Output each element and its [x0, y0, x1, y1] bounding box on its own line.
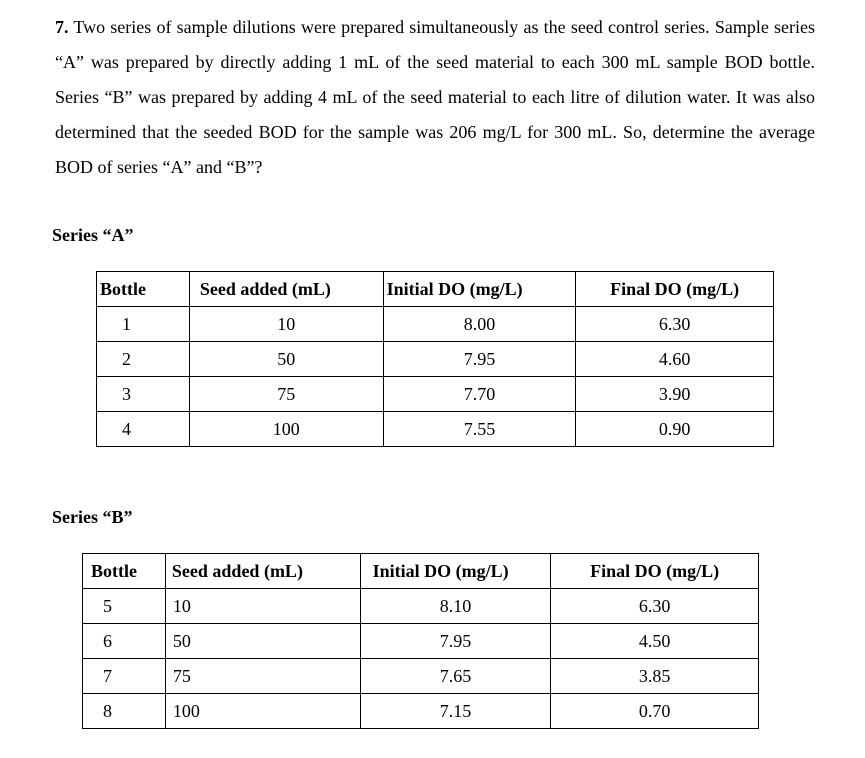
header-seed-added: Seed added (mL): [189, 272, 383, 307]
header-initial-do: Initial DO (mg/L): [383, 272, 576, 307]
table-row: [97, 307, 774, 342]
cell-initial-do: 7.65: [360, 659, 551, 694]
cell-seed-added: 100: [189, 412, 383, 447]
cell-seed-added: 10: [189, 307, 383, 342]
header-final-do: Final DO (mg/L): [551, 554, 759, 589]
table-header-row: [97, 272, 774, 307]
cell-final-do: 0.90: [576, 412, 774, 447]
cell-initial-do: 7.95: [360, 624, 551, 659]
table-row: [97, 412, 774, 447]
cell-bottle: 2: [97, 342, 190, 377]
cell-bottle: 1: [97, 307, 190, 342]
table-row: [97, 377, 774, 412]
cell-final-do: 0.70: [551, 694, 759, 729]
cell-seed-added: 50: [189, 342, 383, 377]
cell-final-do: 6.30: [551, 589, 759, 624]
question-number: 7.: [55, 17, 69, 37]
series-a-table: [96, 271, 774, 447]
cell-initial-do: 8.00: [383, 307, 576, 342]
cell-initial-do: 7.55: [383, 412, 576, 447]
question-paragraph: [55, 10, 815, 185]
table-row: [97, 342, 774, 377]
cell-initial-do: 7.70: [383, 377, 576, 412]
cell-seed-added: 10: [165, 589, 360, 624]
table-row: [83, 659, 759, 694]
table-header-row: [83, 554, 759, 589]
cell-final-do: 4.50: [551, 624, 759, 659]
cell-bottle: 6: [83, 624, 166, 659]
header-initial-do: Initial DO (mg/L): [360, 554, 551, 589]
cell-bottle: 4: [97, 412, 190, 447]
series-b-title: Series “B”: [52, 507, 133, 527]
cell-final-do: 3.90: [576, 377, 774, 412]
cell-bottle: 8: [83, 694, 166, 729]
cell-seed-added: 75: [189, 377, 383, 412]
cell-seed-added: 100: [165, 694, 360, 729]
cell-final-do: 4.60: [576, 342, 774, 377]
table-row: [83, 589, 759, 624]
series-b-table: [82, 553, 759, 729]
cell-seed-added: 75: [165, 659, 360, 694]
table-row: [83, 624, 759, 659]
cell-bottle: 3: [97, 377, 190, 412]
cell-bottle: 5: [83, 589, 166, 624]
question-text: Two series of sample dilutions were prepared simultaneously as the seed control series. Sample series “A” was prepared by directly adding 1 mL of the seed material to each 300 mL sample BOD bottle. Series “B” was prepared by adding 4 mL of the seed material to each litre of dilution water. It was also determined that the seeded BOD for the sample was 206 mg/L for 300 mL. So, determine the average BOD of series “A” and “B”?: [55, 17, 815, 177]
series-a-title: Series “A”: [52, 225, 134, 245]
cell-seed-added: 50: [165, 624, 360, 659]
table-row: [83, 694, 759, 729]
cell-final-do: 3.85: [551, 659, 759, 694]
header-seed-added: Seed added (mL): [165, 554, 360, 589]
header-bottle: Bottle: [83, 554, 166, 589]
header-final-do: Final DO (mg/L): [576, 272, 774, 307]
cell-bottle: 7: [83, 659, 166, 694]
cell-initial-do: 7.95: [383, 342, 576, 377]
cell-initial-do: 7.15: [360, 694, 551, 729]
cell-final-do: 6.30: [576, 307, 774, 342]
cell-initial-do: 8.10: [360, 589, 551, 624]
header-bottle: Bottle: [97, 272, 190, 307]
